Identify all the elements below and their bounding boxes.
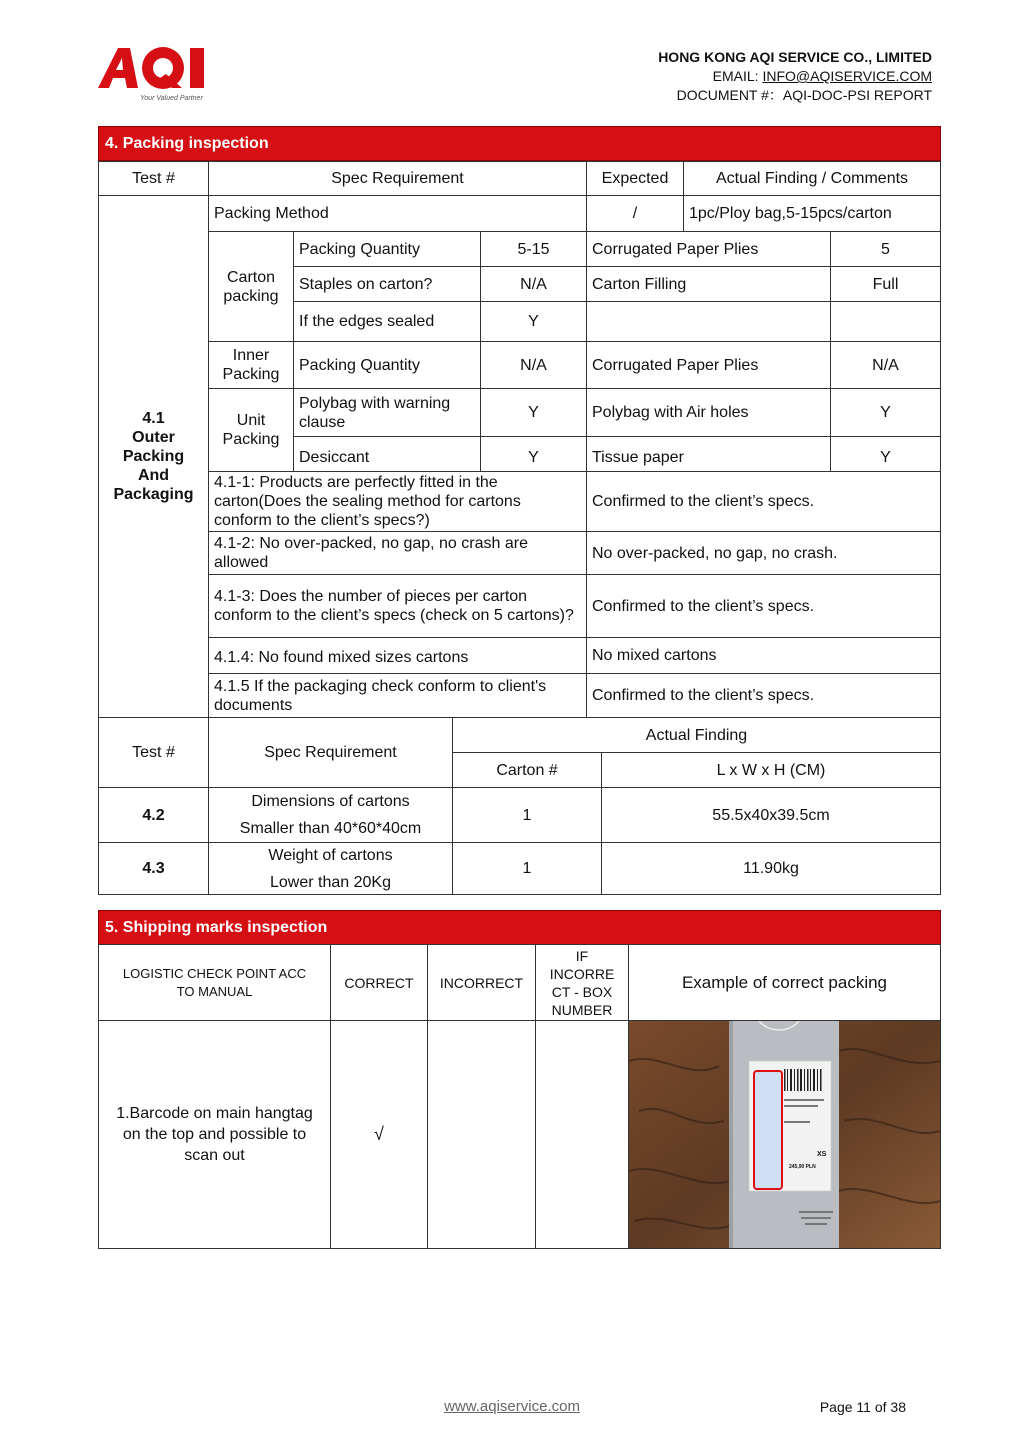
carton-row-value: N/A	[480, 266, 587, 302]
page-number: Page 11 of 38	[819, 1399, 906, 1415]
logo-tagline: Your Valued Partner	[140, 95, 203, 102]
email-line	[658, 67, 932, 86]
dims-spec-line2: Lower than 20Kg	[270, 873, 391, 891]
document-number: DOCUMENT #：AQI-DOC-PSI REPORT	[676, 87, 932, 103]
carton-row-label: If the edges sealed	[293, 301, 481, 342]
dims-head-lwh: L x W x H (CM)	[601, 752, 941, 788]
carton-row-value2: 5	[830, 231, 941, 267]
check-finding: Confirmed to the client’s specs.	[586, 574, 941, 638]
packing-method-label: Packing Method	[208, 195, 587, 232]
inner-label: Packing Quantity	[293, 341, 481, 389]
check-finding: No mixed cartons	[586, 637, 941, 674]
unit-row-value: Y	[480, 388, 587, 437]
dims-carton: 1	[452, 787, 602, 843]
carton-packing-group: Carton packing	[208, 231, 294, 342]
dims-head-actual: Actual Finding	[452, 717, 941, 753]
head-test: Test #	[98, 161, 209, 196]
unit-row-value: Y	[480, 436, 587, 472]
packing-method-expected: /	[586, 195, 684, 232]
hangtag-photo	[629, 1021, 940, 1248]
example-photo-cell	[628, 1020, 941, 1249]
dims-spec	[208, 842, 453, 895]
packing-method-actual: 1pc/Ploy bag,5-15pcs/carton	[683, 195, 941, 232]
tag-price: 245,90 PLN	[789, 1164, 816, 1170]
check-finding: Confirmed to the client’s specs.	[586, 471, 941, 532]
dims-spec	[208, 787, 453, 843]
carton-row-label: Staples on carton?	[293, 266, 481, 302]
sm-row-point: 1.Barcode on main hangtag on the top and possible to scan out	[98, 1020, 331, 1249]
check-spec: 4.1-2: No over-packed, no gap, no crash are allowed	[208, 531, 587, 575]
check-spec: 4.1-1: Products are perfectly fitted in the carton(Does the sealing method for cartons conform to the client’s specs?)	[208, 471, 587, 532]
inner-value: N/A	[480, 341, 587, 389]
unit-row-label2: Polybag with Air holes	[586, 388, 831, 437]
dims-head-test: Test #	[98, 717, 209, 788]
inner-packing-group: Inner Packing	[208, 341, 294, 389]
check-finding: No over-packed, no gap, no crash.	[586, 531, 941, 575]
carton-row-value2	[830, 301, 941, 342]
unit-row-label: Polybag with warning clause	[293, 388, 481, 437]
email-link[interactable]: INFO@AQISERVICE.COM	[762, 68, 932, 84]
dims-head-spec: Spec Requirement	[208, 717, 453, 788]
unit-packing-group: Unit Packing	[208, 388, 294, 472]
carton-row-value2: Full	[830, 266, 941, 302]
carton-row-label2: Corrugated Paper Plies	[586, 231, 831, 267]
head-actual: Actual Finding / Comments	[683, 161, 941, 196]
check-spec: 4.1.5 If the packaging check conform to client's documents	[208, 673, 587, 718]
dims-value: 55.5x40x39.5cm	[601, 787, 941, 843]
sm-head-example: Example of correct packing	[628, 944, 941, 1021]
carton-row-label: Packing Quantity	[293, 231, 481, 267]
carton-row-label2: Carton Filling	[586, 266, 831, 302]
section-4-title: 4. Packing inspection	[98, 126, 941, 161]
unit-row-label2: Tissue paper	[586, 436, 831, 472]
dims-test: 4.3	[98, 842, 209, 895]
section-5-title: 5. Shipping marks inspection	[98, 910, 941, 945]
dims-value: 11.90kg	[601, 842, 941, 895]
dims-spec-line1: Weight of cartons	[268, 846, 393, 864]
check-spec: 4.1-3: Does the number of pieces per carton conform to the client’s specs (check on 5 cartons)?	[208, 574, 587, 638]
unit-row-value2: Y	[830, 436, 941, 472]
website-link[interactable]: www.aqiservice.com	[444, 1398, 580, 1415]
test-4-1: 4.1 Outer Packing And Packaging	[98, 195, 209, 718]
carton-row-value: 5-15	[480, 231, 587, 267]
dims-spec-line2: Smaller than 40*60*40cm	[239, 820, 422, 837]
company-block	[658, 48, 932, 105]
inner-value2: N/A	[830, 341, 941, 389]
carton-row-value: Y	[480, 301, 587, 342]
sm-head-correct: CORRECT	[330, 944, 428, 1021]
dims-spec-line1: Dimensions of cartons	[251, 793, 410, 810]
sm-head-box: IF INCORRE CT - BOX NUMBER	[535, 944, 629, 1021]
company-name: HONG KONG AQI SERVICE CO., LIMITED	[658, 49, 932, 65]
dims-head-carton: Carton #	[452, 752, 602, 788]
unit-row-value2: Y	[830, 388, 941, 437]
aqi-logo	[96, 44, 226, 104]
sm-head-incorrect: INCORRECT	[427, 944, 536, 1021]
sm-row-incorrect	[427, 1020, 536, 1249]
sm-row-box	[535, 1020, 629, 1249]
unit-row-label: Desiccant	[293, 436, 481, 472]
head-spec: Spec Requirement	[208, 161, 587, 196]
email-label: EMAIL:	[712, 68, 763, 84]
check-spec: 4.1.4: No found mixed sizes cartons	[208, 637, 587, 674]
inner-label2: Corrugated Paper Plies	[586, 341, 831, 389]
dims-carton: 1	[452, 842, 602, 895]
check-finding: Confirmed to the client’s specs.	[586, 673, 941, 718]
tag-size: XS	[817, 1151, 827, 1158]
sm-head-point: LOGISTIC CHECK POINT ACC TO MANUAL	[98, 944, 331, 1021]
sm-row-correct: √	[330, 1020, 428, 1249]
carton-row-label2	[586, 301, 831, 342]
head-expected: Expected	[586, 161, 684, 196]
dims-test: 4.2	[98, 787, 209, 843]
